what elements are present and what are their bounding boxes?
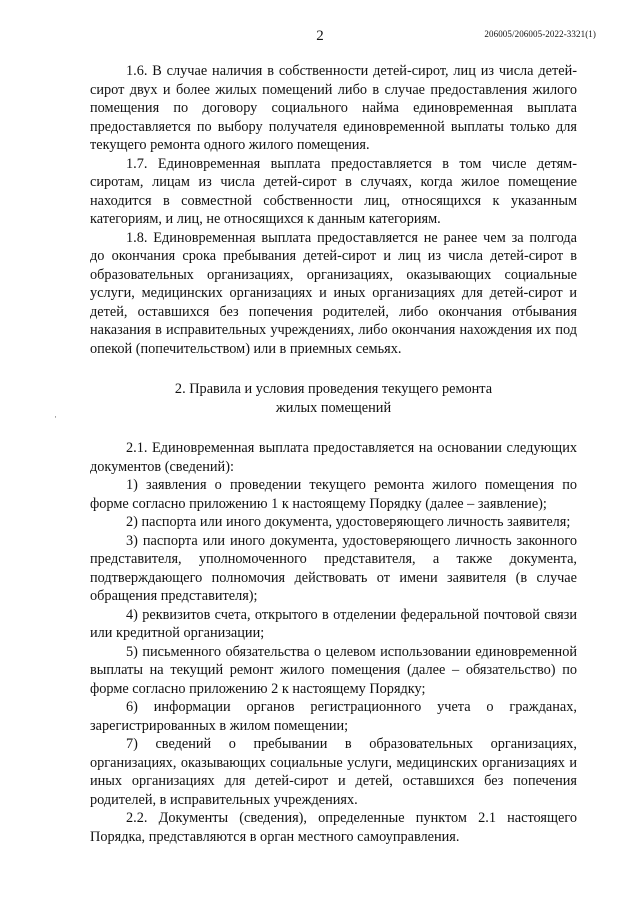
page-number: 2 — [316, 28, 324, 44]
list-item-2: 2) паспорта или иного документа, удостоверяющего личность заявителя; — [126, 514, 571, 530]
list-item-3: 3) паспорта или иного документа, удостоверяющего личность законного представителя, уполномоченного представителя, а также документа, подтверждающего полномочия действовать от имени заявителя (в случае обращения представителя); — [90, 532, 577, 604]
paragraph-1-7: 1.7. Единовременная выплата предоставляется в том числе детям-сиротам, лицам из числа детей-сирот в случаях, когда жилое помещение находится в совместной собственности лиц, относящихся к указанным категориям, и лиц, не относящихся к данным категориям. — [90, 155, 577, 227]
list-item-6: 6) информации органов регистрационного учета о гражданах, зарегистрированных в жилом помещении; — [90, 699, 577, 734]
list-item-1: 1) заявления о проведении текущего ремонта жилого помещения по форме согласно приложению 1 к настоящему Порядку (далее – заявление); — [90, 477, 577, 512]
list-item-5: 5) письменного обязательства о целевом использовании единовременной выплаты на текущий ремонт жилого помещения (далее – обязательство) по форме согласно приложению 2 к настоящему Порядку; — [90, 643, 577, 697]
list-item-4: 4) реквизитов счета, открытого в отделении федеральной почтовой связи или кредитной организации; — [90, 606, 577, 641]
margin-mark: · — [54, 412, 57, 422]
list-item-7: 7) сведений о пребывании в образовательных организациях, организациях, оказывающих социальные услуги, медицинских организациях и иных организациях для детей-сирот и детей, оставшихся без попечения родителей, в исправительных учреждениях. — [90, 736, 577, 808]
paragraph-1-8: 1.8. Единовременная выплата предоставляется не ранее чем за полгода до окончания срока пребывания детей-сирот и лиц из числа детей-сирот в образовательных организациях, организациях, оказывающих социальные услуги, медицинских организациях и иных организациях для детей-сирот и детей, оставшихся без попечения родителей, либо окончания отбывания наказания в исправительных учреждениях, либо окончания нахождения их под опекой (попечительством) или в приемных семьях. — [90, 229, 577, 357]
document-body — [90, 62, 577, 846]
document-id: 206005/206005-2022-3321(1) — [484, 29, 596, 39]
paragraph-2-2: 2.2. Документы (сведения), определенные пунктом 2.1 настоящего Порядка, представляются в орган местного самоуправления. — [90, 810, 577, 845]
paragraph-1-6: 1.6. В случае наличия в собственности детей-сирот, лиц из числа детей-сирот двух и более жилых помещений либо в случае предоставления жилого помещения по договору социального найма единовременная выплата предоставляется по выбору получателя единовременной выплаты только для текущего ремонта одного жилого помещения. — [90, 63, 577, 153]
section-2-heading-line2: жилых помещений — [275, 399, 392, 416]
section-2-heading — [90, 380, 577, 417]
section-2-heading-line1: 2. Правила и условия проведения текущего ремонта — [174, 381, 493, 397]
paragraph-2-1: 2.1. Единовременная выплата предоставляется на основании следующих документов (сведений): — [90, 440, 577, 475]
